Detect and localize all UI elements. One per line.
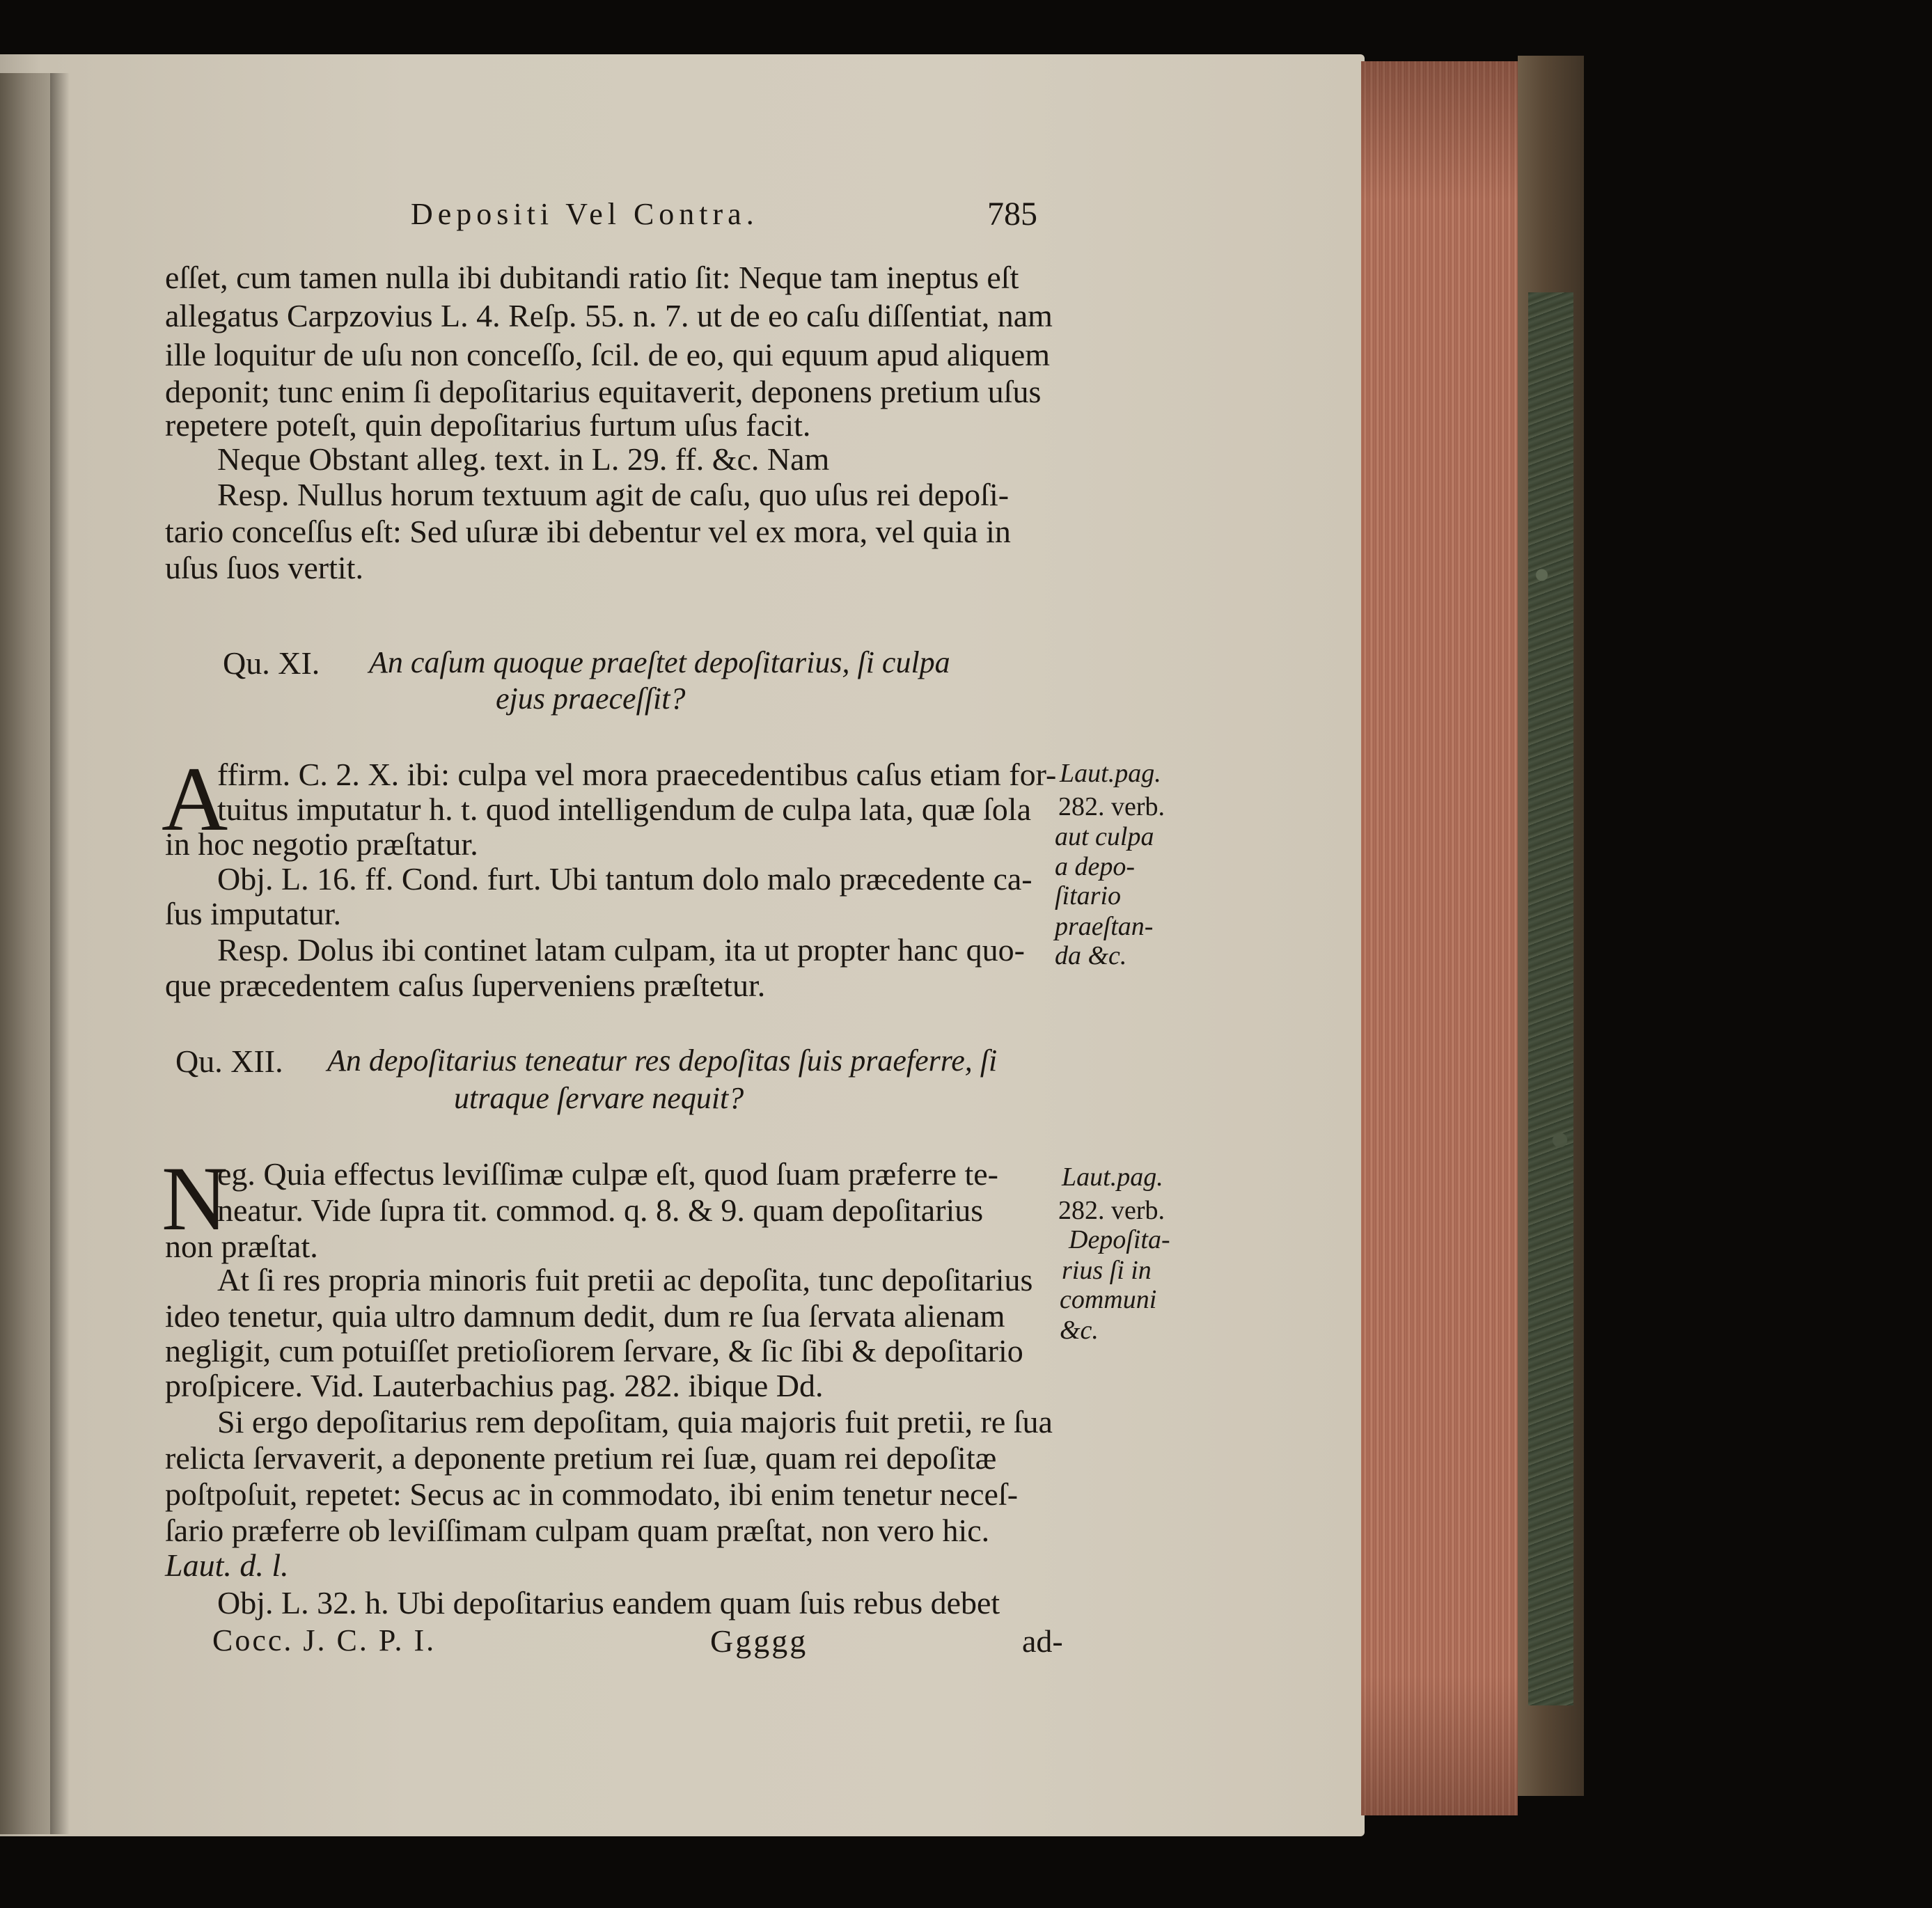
question-heading: An depoſitarius teneatur res depoſitas ſuis praeferre, ſi — [327, 1043, 998, 1078]
margin-note: praeſtan- — [1055, 912, 1154, 941]
margin-note: rius ſi in — [1062, 1256, 1152, 1285]
left-page-edge — [0, 73, 50, 1834]
page-number: 785 — [987, 196, 1037, 232]
body-line: uſus ſuos vertit. — [165, 550, 363, 585]
body-line: allegatus Carpzovius L. 4. Reſp. 55. n. 7. ut de eo caſu diſſentiat, nam — [165, 298, 1053, 333]
margin-note: da &c. — [1055, 941, 1127, 970]
body-line: eg. Quia effectus leviſſimæ culpæ eſt, quod ſuam præferre te- — [217, 1156, 998, 1192]
margin-note: 282. verb. — [1058, 1196, 1165, 1225]
marbled-board — [1528, 292, 1573, 1705]
body-line: ffirm. C. 2. X. ibi: culpa vel mora praecedentibus caſus etiam for- — [217, 757, 1057, 792]
body-line: Resp. Dolus ibi continet latam culpam, ita ut propter hanc quo- — [217, 932, 1025, 968]
margin-note: 282. verb. — [1058, 792, 1165, 821]
drop-cap: A — [162, 748, 228, 850]
body-line: in hoc negotio præſtatur. — [165, 826, 478, 862]
catchword: ad- — [1022, 1623, 1063, 1659]
gutter-shadow — [50, 73, 70, 1834]
body-line: Obj. L. 32. h. Ubi depoſitarius eandem quam ſuis rebus debet — [217, 1585, 1000, 1621]
body-line: Obj. L. 16. ff. Cond. furt. Ubi tantum dolo malo præcedente ca- — [217, 861, 1032, 897]
margin-note: &c. — [1060, 1316, 1099, 1345]
sheet-mark: Ggggg — [710, 1623, 808, 1659]
page-edges-shading — [1361, 61, 1518, 1815]
drop-cap: N — [162, 1147, 228, 1249]
body-line: ſario præferre ob leviſſimam culpam quam præſtat, non vero hic. — [165, 1513, 990, 1548]
question-label: Qu. XI. — [223, 645, 320, 681]
body-line: tario conceſſus eſt: Sed uſuræ ibi debentur vel ex mora, vel quia in — [165, 514, 1011, 549]
body-line: Neque Obstant alleg. text. in L. 29. ff. &c. Nam — [217, 441, 830, 477]
margin-note: Depoſita- — [1069, 1225, 1170, 1254]
margin-note: Laut.pag. — [1062, 1162, 1163, 1192]
body-line: non præſtat. — [165, 1229, 318, 1264]
margin-note: Laut.pag. — [1060, 759, 1161, 788]
body-line: relicta ſervaverit, a deponente pretium rei ſuæ, quam rei depoſitæ — [165, 1440, 997, 1476]
body-line: Si ergo depoſitarius rem depoſitam, quia majoris fuit pretii, re ſua — [217, 1404, 1053, 1440]
body-line: proſpicere. Vid. Lauterbachius pag. 282. ibique Dd. — [165, 1368, 824, 1403]
body-line: At ſi res propria minoris fuit pretii ac depoſita, tunc depoſitarius — [217, 1262, 1033, 1298]
body-line: ſus imputatur. — [165, 896, 341, 931]
body-line: repetere poteſt, quin depoſitarius furtum uſus facit. — [165, 407, 811, 443]
body-line: que præcedentem caſus ſuperveniens præſtetur. — [165, 968, 766, 1003]
body-line: eſſet, cum tamen nulla ibi dubitandi ratio ſit: Neque tam ineptus eſt — [165, 260, 1019, 295]
margin-note: ſitario — [1055, 881, 1122, 910]
body-line: negligit, cum potuiſſet pretioſiorem ſervare, & ſic ſibi & depoſitario — [165, 1333, 1023, 1369]
body-line: poſtpoſuit, repetet: Secus ac in commodato, ibi enim tenetur neceſ- — [165, 1476, 1019, 1512]
margin-note: a depo- — [1055, 852, 1136, 881]
running-title: Depositi Vel Contra. — [411, 197, 759, 231]
signature-mark: Cocc. J. C. P. I. — [212, 1623, 437, 1657]
body-line: deponit; tunc enim ſi depoſitarius equitaverit, deponens pretium uſus — [165, 374, 1042, 409]
body-line: ideo tenetur, quia ultro damnum dedit, dum re ſua ſervata alienam — [165, 1298, 1005, 1334]
body-line: Laut. d. l. — [165, 1547, 289, 1583]
margin-note: aut culpa — [1055, 822, 1154, 851]
body-line: ille loquitur de uſu non conceſſo, ſcil. de eo, qui equum apud aliquem — [165, 337, 1051, 372]
question-heading: ejus praeceſſit? — [496, 681, 686, 716]
question-label: Qu. XII. — [175, 1043, 283, 1079]
body-line: Resp. Nullus horum textuum agit de caſu, quo uſus rei depoſi- — [217, 477, 1010, 512]
question-heading: utraque ſervare nequit? — [454, 1081, 744, 1115]
body-line: tuitus imputatur h. t. quod intelligendum de culpa lata, quæ ſola — [217, 791, 1031, 827]
body-line: neatur. Vide ſupra tit. commod. q. 8. & 9. quam depoſitarius — [217, 1192, 984, 1228]
margin-note: communi — [1060, 1285, 1157, 1314]
question-heading: An caſum quoque praeſtet depoſitarius, ſi culpa — [369, 645, 950, 679]
